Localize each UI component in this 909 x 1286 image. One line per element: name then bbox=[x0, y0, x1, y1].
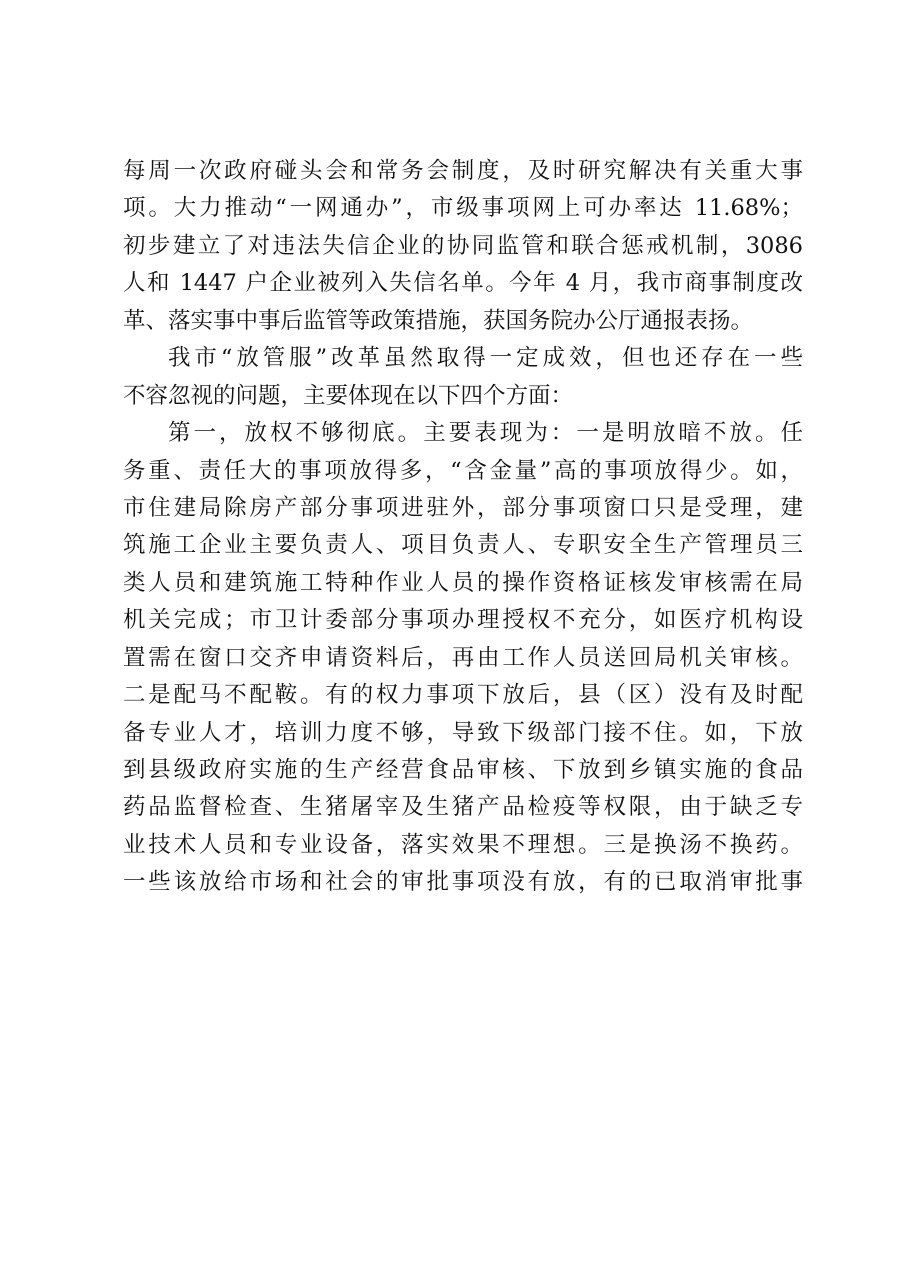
text-line: 类人员和建筑施工特种作业人员的操作资格证核发审核需在局 bbox=[123, 569, 803, 596]
body-text bbox=[123, 153, 803, 902]
text-line: 药品监督检查、生猪屠宰及生猪产品检疫等权限，由于缺乏专 bbox=[123, 794, 803, 821]
text-line: 我市“放管服”改革虽然取得一定成效，但也还存在一些 bbox=[168, 345, 803, 372]
text-line: 第一，放权不够彻底。主要表现为：一是明放暗不放。任 bbox=[168, 420, 803, 447]
text-line: 初步建立了对违法失信企业的协同监管和联合惩戒机制，3086 bbox=[123, 232, 803, 259]
text-line: 机关完成；市卫计委部分事项办理授权不充分，如医疗机构设 bbox=[123, 607, 803, 634]
text-line: 筑施工企业主要负责人、项目负责人、专职安全生产管理员三 bbox=[123, 532, 803, 559]
text-line: 置需在窗口交齐申请资料后，再由工作人员送回局机关审核。 bbox=[123, 644, 803, 671]
text-line: 革、落实事中事后监管等政策措施，获国务院办公厅通报表扬。 bbox=[123, 307, 754, 334]
text-line: 到县级政府实施的生产经营食品审核、下放到乡镇实施的食品 bbox=[123, 757, 803, 783]
text-line: 一些该放给市场和社会的审批事项没有放，有的已取消审批事 bbox=[123, 869, 803, 896]
text-line: 人和 1447 户企业被列入失信名单。今年 4 月，我市商事制度改 bbox=[123, 270, 803, 297]
text-line: 务重、责任大的事项放得多，“含金量”高的事项放得少。如， bbox=[123, 457, 803, 484]
text-line: 不容忽视的问题，主要体现在以下四个方面： bbox=[123, 382, 574, 409]
text-line: 每周一次政府碰头会和常务会制度，及时研究解决有关重大事 bbox=[123, 158, 803, 184]
text-line: 备专业人才，培训力度不够，导致下级部门接不住。如，下放 bbox=[123, 719, 803, 746]
text-line: 市住建局除房产部分事项进驻外，部分事项窗口只是受理，建 bbox=[123, 494, 803, 521]
text-line: 二是配马不配鞍。有的权力事项下放后，县（区）没有及时配 bbox=[123, 682, 803, 709]
text-line: 项。大力推动“一网通办”，市级事项网上可办率达 11.68%； bbox=[123, 195, 803, 222]
text-line: 业技术人员和专业设备，落实效果不理想。三是换汤不换药。 bbox=[123, 831, 803, 858]
